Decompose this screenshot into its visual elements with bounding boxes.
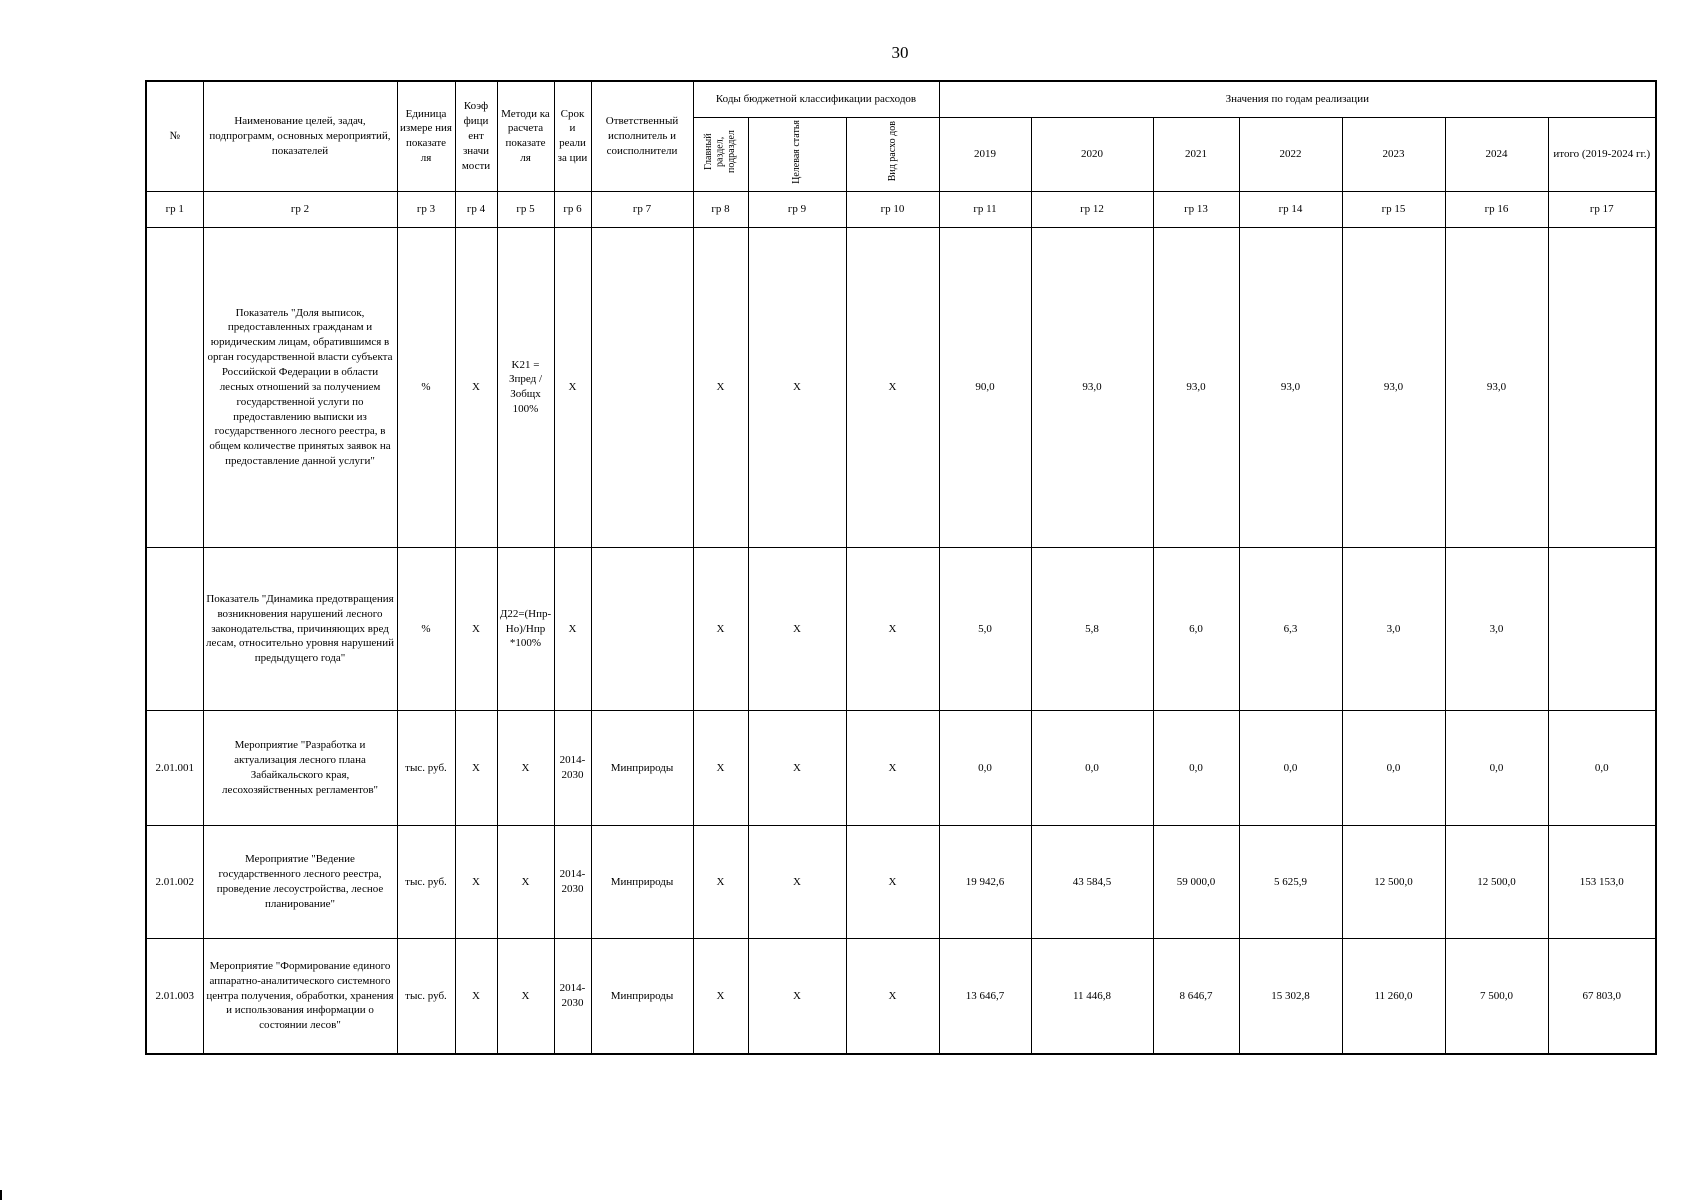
row-total: 67 803,0 xyxy=(1548,938,1656,1054)
header-year: 2020 xyxy=(1031,117,1153,191)
row-method: X xyxy=(497,938,554,1054)
row-code: 2.01.003 xyxy=(146,938,203,1054)
row-coefficient: X xyxy=(455,826,497,939)
row-value-2019: 0,0 xyxy=(939,710,1031,826)
row-article: X xyxy=(748,548,846,711)
page-number: 30 xyxy=(891,43,909,62)
row-expense-type: X xyxy=(846,227,939,548)
row-expense-type: X xyxy=(846,826,939,939)
row-value-2023: 12 500,0 xyxy=(1342,826,1445,939)
row-value-2021: 8 646,7 xyxy=(1153,938,1239,1054)
row-expense-type: X xyxy=(846,710,939,826)
row-unit: тыс. руб. xyxy=(397,710,455,826)
header-responsible: Ответственный исполнитель и соисполнители xyxy=(591,81,693,191)
row-responsible: Минприроды xyxy=(591,710,693,826)
header-article-label: Целевая статья xyxy=(791,119,803,184)
row-value-2021: 93,0 xyxy=(1153,227,1239,548)
row-value-2022: 0,0 xyxy=(1239,710,1342,826)
row-total xyxy=(1548,548,1656,711)
row-value-2022: 5 625,9 xyxy=(1239,826,1342,939)
column-number: гр 5 xyxy=(497,191,554,227)
header-year: 2021 xyxy=(1153,117,1239,191)
row-article: X xyxy=(748,826,846,939)
header-year: 2024 xyxy=(1445,117,1548,191)
header-method: Методи ка расчета показате ля xyxy=(497,81,554,191)
header-budget-codes: Коды бюджетной классификации расходов xyxy=(693,81,939,117)
row-code: 2.01.002 xyxy=(146,826,203,939)
row-code xyxy=(146,227,203,548)
row-article: X xyxy=(748,227,846,548)
row-section: X xyxy=(693,710,748,826)
column-number: гр 17 xyxy=(1548,191,1656,227)
row-value-2023: 3,0 xyxy=(1342,548,1445,711)
scan-edge-mark xyxy=(0,1190,2,1200)
row-value-2024: 3,0 xyxy=(1445,548,1548,711)
row-section: X xyxy=(693,938,748,1054)
header-term: Срок и реали за ции xyxy=(554,81,591,191)
row-method: X xyxy=(497,710,554,826)
row-total: 153 153,0 xyxy=(1548,826,1656,939)
header-total: итого (2019-2024 гг.) xyxy=(1548,117,1656,191)
table-row xyxy=(146,548,1656,711)
row-section: X xyxy=(693,826,748,939)
row-section: X xyxy=(693,227,748,548)
column-number: гр 11 xyxy=(939,191,1031,227)
header-unit: Единица измере ния показате ля xyxy=(397,81,455,191)
row-value-2022: 15 302,8 xyxy=(1239,938,1342,1054)
header-years-group: Значения по годам реализации xyxy=(939,81,1656,117)
row-responsible xyxy=(591,227,693,548)
row-coefficient: X xyxy=(455,227,497,548)
row-responsible: Минприроды xyxy=(591,826,693,939)
row-value-2021: 0,0 xyxy=(1153,710,1239,826)
column-number: гр 2 xyxy=(203,191,397,227)
row-code: 2.01.001 xyxy=(146,710,203,826)
column-number: гр 10 xyxy=(846,191,939,227)
row-unit: % xyxy=(397,548,455,711)
row-value-2024: 93,0 xyxy=(1445,227,1548,548)
row-value-2020: 5,8 xyxy=(1031,548,1153,711)
row-value-2023: 93,0 xyxy=(1342,227,1445,548)
row-value-2024: 12 500,0 xyxy=(1445,826,1548,939)
row-name: Показатель "Динамика предотвращения возникновения нарушений лесного законодательства, причиняющих вред лесам, относительно уровня нарушений предыдущего года" xyxy=(203,548,397,711)
column-number: гр 7 xyxy=(591,191,693,227)
row-value-2019: 5,0 xyxy=(939,548,1031,711)
column-number: гр 8 xyxy=(693,191,748,227)
row-term: 2014-2030 xyxy=(554,826,591,939)
row-coefficient: X xyxy=(455,710,497,826)
program-table xyxy=(145,80,1657,1055)
row-term: X xyxy=(554,548,591,711)
column-number: гр 15 xyxy=(1342,191,1445,227)
column-number: гр 13 xyxy=(1153,191,1239,227)
row-method: Д22=(Нпр- Но)/Нпр *100% xyxy=(497,548,554,711)
row-term: X xyxy=(554,227,591,548)
header-number: № xyxy=(146,81,203,191)
row-value-2020: 0,0 xyxy=(1031,710,1153,826)
row-value-2021: 59 000,0 xyxy=(1153,826,1239,939)
row-responsible: Минприроды xyxy=(591,938,693,1054)
header-expense-type xyxy=(846,117,939,191)
header-year: 2022 xyxy=(1239,117,1342,191)
header-name: Наименование целей, задач, подпрограмм, основных мероприятий, показателей xyxy=(203,81,397,191)
column-number: гр 12 xyxy=(1031,191,1153,227)
header-expense-type-label: Вид расхо дов xyxy=(886,121,898,182)
column-number: гр 6 xyxy=(554,191,591,227)
row-responsible xyxy=(591,548,693,711)
row-method: K21 = Зпред /Зобщх 100% xyxy=(497,227,554,548)
row-coefficient: X xyxy=(455,938,497,1054)
row-coefficient: X xyxy=(455,548,497,711)
row-name: Показатель "Доля выписок, предоставленных гражданам и юридическим лицам, обратившимся в орган государственной власти субъекта Российской Федерации в области лесных отношений за получением государственной услуги по предоставлению выписки из государственного лесного реестра, в общем количестве принятых заявок на предоставление данной услуги" xyxy=(203,227,397,548)
column-number: гр 16 xyxy=(1445,191,1548,227)
row-code xyxy=(146,548,203,711)
table-row xyxy=(146,227,1656,548)
row-article: X xyxy=(748,938,846,1054)
row-total xyxy=(1548,227,1656,548)
column-number-row xyxy=(146,191,1656,227)
column-number: гр 14 xyxy=(1239,191,1342,227)
row-value-2020: 93,0 xyxy=(1031,227,1153,548)
row-unit: тыс. руб. xyxy=(397,826,455,939)
row-total: 0,0 xyxy=(1548,710,1656,826)
column-number: гр 1 xyxy=(146,191,203,227)
column-number: гр 3 xyxy=(397,191,455,227)
row-value-2021: 6,0 xyxy=(1153,548,1239,711)
column-number: гр 4 xyxy=(455,191,497,227)
row-name: Мероприятие "Разработка и актуализация лесного плана Забайкальского края, лесохозяйственных регламентов" xyxy=(203,710,397,826)
row-value-2022: 93,0 xyxy=(1239,227,1342,548)
row-value-2023: 0,0 xyxy=(1342,710,1445,826)
header-year: 2019 xyxy=(939,117,1031,191)
header-section xyxy=(693,117,748,191)
header-year: 2023 xyxy=(1342,117,1445,191)
row-name: Мероприятие "Формирование единого аппаратно-аналитического системного центра получения, обработки, хранения и использования информации о состоянии лесов" xyxy=(203,938,397,1054)
row-unit: тыс. руб. xyxy=(397,938,455,1054)
header-article xyxy=(748,117,846,191)
row-value-2022: 6,3 xyxy=(1239,548,1342,711)
row-article: X xyxy=(748,710,846,826)
row-name: Мероприятие "Ведение государственного лесного реестра, проведение лесоустройства, лесное планирование" xyxy=(203,826,397,939)
row-method: X xyxy=(497,826,554,939)
row-term: 2014-2030 xyxy=(554,938,591,1054)
header-section-label: Главный раздел, подраздел xyxy=(703,130,738,174)
row-expense-type: X xyxy=(846,548,939,711)
row-value-2019: 90,0 xyxy=(939,227,1031,548)
row-expense-type: X xyxy=(846,938,939,1054)
row-section: X xyxy=(693,548,748,711)
row-term: 2014-2030 xyxy=(554,710,591,826)
row-value-2024: 0,0 xyxy=(1445,710,1548,826)
row-value-2020: 43 584,5 xyxy=(1031,826,1153,939)
row-value-2024: 7 500,0 xyxy=(1445,938,1548,1054)
header-coefficient: Коэф фици ент значи мости xyxy=(455,81,497,191)
row-value-2023: 11 260,0 xyxy=(1342,938,1445,1054)
column-number: гр 9 xyxy=(748,191,846,227)
row-value-2020: 11 446,8 xyxy=(1031,938,1153,1054)
table-row xyxy=(146,938,1656,1054)
table-row xyxy=(146,710,1656,826)
row-unit: % xyxy=(397,227,455,548)
row-value-2019: 19 942,6 xyxy=(939,826,1031,939)
row-value-2019: 13 646,7 xyxy=(939,938,1031,1054)
table-row xyxy=(146,826,1656,939)
